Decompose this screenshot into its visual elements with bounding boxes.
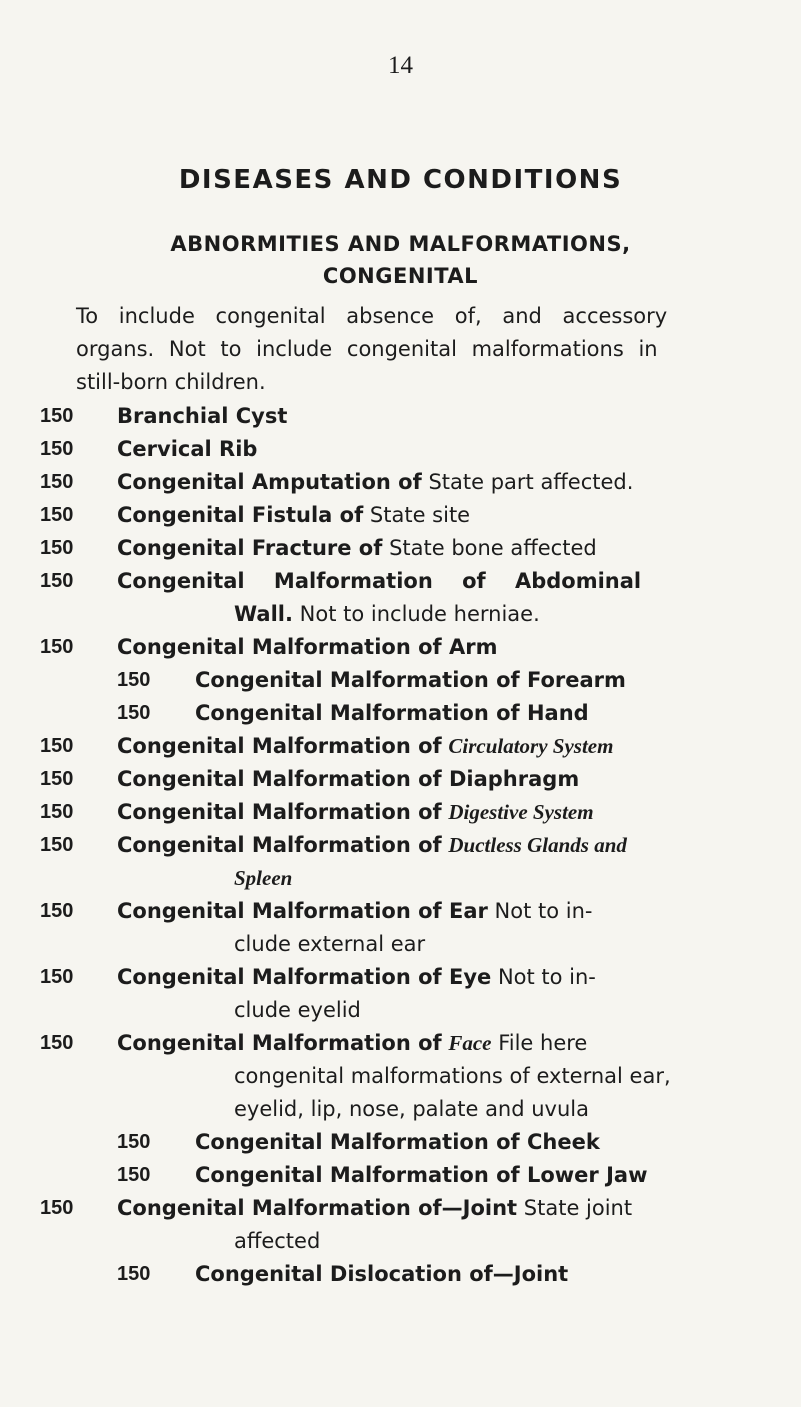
entry-code: 150 (117, 669, 151, 691)
entry-italic-continued: Spleen (234, 866, 293, 890)
list-item (0, 1192, 801, 1258)
list-item (0, 796, 801, 829)
entry-heading: Congenital Fistula of (117, 503, 364, 527)
list-item (0, 1027, 801, 1126)
entry-heading: Congenital Malformation of Lower Jaw (195, 1163, 648, 1187)
entry-heading: Congenital Malformation of (117, 1031, 442, 1055)
entry-list (0, 400, 801, 1291)
list-item (0, 499, 801, 532)
entry-note: File here (498, 1031, 588, 1055)
page-number: 14 (388, 52, 413, 79)
entry-heading: Congenital Malformation of Arm (117, 635, 498, 659)
entry-heading: Congenital Amputation of (117, 470, 422, 494)
list-item (0, 631, 801, 664)
list-item (0, 730, 801, 763)
list-item (0, 664, 801, 697)
list-item (0, 1258, 801, 1291)
entry-code: 150 (40, 438, 74, 460)
entry-heading: Cervical Rib (117, 437, 258, 461)
entry-note: State site (369, 503, 471, 527)
entry-code: 150 (117, 1164, 151, 1186)
entry-note-continued: congenital malformations of external ear, (234, 1064, 671, 1088)
entry-code: 150 (40, 900, 74, 922)
entry-heading: Congenital Malformation of Hand (195, 701, 589, 725)
entry-code: 150 (40, 405, 74, 427)
intro-paragraph (40, 300, 760, 399)
entry-code: 150 (40, 504, 74, 526)
list-item (0, 961, 801, 1027)
entry-heading: Congenital Malformation of Eye (117, 965, 492, 989)
entry-code: 150 (117, 1131, 151, 1153)
list-item (0, 763, 801, 796)
entry-heading: Congenital Dislocation of—Joint (195, 1262, 569, 1286)
list-item (0, 433, 801, 466)
entry-code: 150 (40, 834, 74, 856)
subtitle-line-2: CONGENITAL (322, 264, 479, 288)
entry-note: State part affected. (428, 470, 634, 494)
entry-italic: Circulatory System (448, 734, 614, 758)
entry-code: 150 (40, 570, 74, 592)
entry-note: State joint (523, 1196, 633, 1220)
entry-heading: Congenital Malformation of—Joint (117, 1196, 518, 1220)
entry-note: Not to in- (494, 899, 593, 923)
list-item (0, 565, 801, 631)
entry-code: 150 (40, 1032, 74, 1054)
entry-code: 150 (40, 471, 74, 493)
intro-line-1: To include congenital absence of, and accessory (76, 304, 668, 328)
entry-heading-continued: Wall. (234, 602, 293, 626)
entry-code: 150 (40, 768, 74, 790)
entry-heading: Congenital Malformation of Ear (117, 899, 488, 923)
entry-code: 150 (40, 636, 74, 658)
list-item (0, 1126, 801, 1159)
entry-heading: Congenital Malformation of Forearm (195, 668, 626, 692)
entry-note-continued: clude eyelid (234, 998, 361, 1022)
entry-italic: Digestive System (448, 800, 594, 824)
intro-line-2: organs. Not to include congenital malformations in (76, 337, 658, 361)
list-item (0, 1159, 801, 1192)
entry-code: 150 (40, 735, 74, 757)
entry-code: 150 (40, 1197, 74, 1219)
list-item (0, 400, 801, 433)
entry-note: Not to in- (497, 965, 596, 989)
page-title: DISEASES AND CONDITIONS (178, 165, 623, 195)
entry-italic: Face (448, 1031, 492, 1055)
list-item (0, 532, 801, 565)
entry-code: 150 (40, 966, 74, 988)
entry-heading: Congenital Malformation of (117, 833, 442, 857)
intro-line-3: still-born children. (76, 370, 266, 394)
list-item (0, 895, 801, 961)
list-item (0, 697, 801, 730)
subtitle-line-1: ABNORMITIES AND MALFORMATIONS, (170, 232, 631, 256)
entry-heading: Congenital Malformation of Diaphragm (117, 767, 580, 791)
entry-heading: Congenital Malformation of Abdominal (117, 569, 642, 593)
entry-note: State bone affected (389, 536, 597, 560)
entry-note-continued: affected (234, 1229, 321, 1253)
entry-heading: Congenital Malformation of Cheek (195, 1130, 600, 1154)
entry-note: Not to include herniae. (299, 602, 540, 626)
entry-code: 150 (117, 702, 151, 724)
entry-heading: Branchial Cyst (117, 404, 288, 428)
entry-note-continued: clude external ear (234, 932, 426, 956)
entry-note-continued-2: eyelid, lip, nose, palate and uvula (234, 1097, 590, 1121)
entry-code: 150 (117, 1263, 151, 1285)
entry-code: 150 (40, 801, 74, 823)
entry-heading: Congenital Malformation of (117, 734, 442, 758)
list-item (0, 466, 801, 499)
entry-heading: Congenital Fracture of (117, 536, 383, 560)
entry-code: 150 (40, 537, 74, 559)
entry-italic: Ductless Glands and (448, 833, 627, 857)
section-subtitle (0, 228, 801, 292)
list-item (0, 829, 801, 895)
entry-heading: Congenital Malformation of (117, 800, 442, 824)
